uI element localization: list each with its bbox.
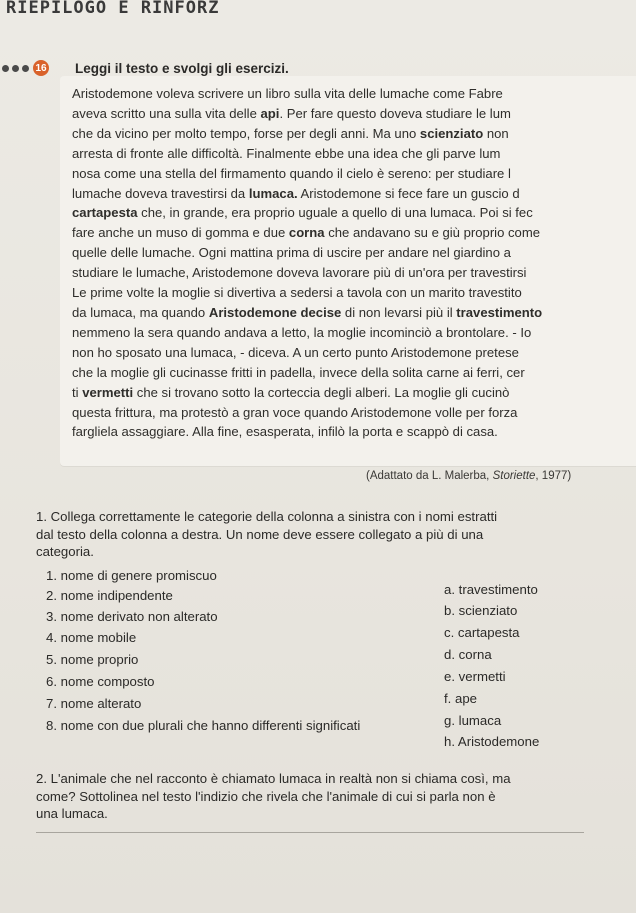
question-2-text: 2. L'animale che nel racconto è chiamato lumaca in realtà non si chiama così, ma come? Sottolinea nel testo l'indizio che rivela che l'animale di cui si parla non è una lumaca. xyxy=(36,771,511,821)
reading-line: quelle delle lumache. Ogni mattina prima di uscire per andare nel giardino a xyxy=(72,245,511,261)
source-title: Storiette xyxy=(492,470,536,482)
name-item[interactable]: d. corna xyxy=(444,647,492,662)
source-citation xyxy=(366,470,571,482)
exercise-header xyxy=(0,60,289,76)
question-1-text: 1. Collega correttamente le categorie della colonna a sinistra con i nomi estratti dal testo della colonna a destra. Un nome deve essere collegato a più di una categoria. xyxy=(36,509,498,559)
name-item[interactable]: c. cartapesta xyxy=(444,625,520,640)
exercise-instruction: Leggi il testo e svolgi gli esercizi. xyxy=(75,60,289,76)
category-item[interactable]: 6. nome composto xyxy=(46,674,155,689)
reading-line: questa frittura, ma protestò a gran voce quando Aristodemone volle per forza xyxy=(72,404,518,420)
reading-line: che la moglie gli cucinasse fritti in padella, invece della solita carne ai ferri, cer xyxy=(72,364,525,380)
source-prefix: (Adattato da L. Malerba, xyxy=(366,470,493,482)
reading-line: cartapesta che, in grande, era proprio uguale a quello di una lumaca. Poi si fec xyxy=(72,205,533,221)
reading-line: lumache doveva travestirsi da lumaca. Aristodemone si fece fare un guscio d xyxy=(72,185,520,201)
category-item[interactable]: 7. nome alterato xyxy=(46,696,142,711)
dot-icon xyxy=(12,65,19,72)
reading-text xyxy=(72,84,636,442)
name-item[interactable]: f. ape xyxy=(444,691,477,706)
section-title: RIEPILOGO E RINFORZ xyxy=(6,0,220,18)
difficulty-dots-icon xyxy=(2,65,29,72)
reading-line: che da vicino per molto tempo, forse per degli anni. Ma uno scienziato non xyxy=(72,125,509,141)
reading-line: da lumaca, ma quando Aristodemone decise di non levarsi più il travestimento xyxy=(72,304,543,320)
category-item[interactable]: 8. nome con due plurali che hanno differenti significati xyxy=(46,718,361,733)
name-item[interactable]: h. Aristodemone xyxy=(444,734,540,749)
source-suffix: , 1977) xyxy=(535,470,572,482)
reading-line: nosa come una stella del firmamento quando il cielo è sereno: per studiare l xyxy=(72,165,511,181)
reading-line: Le prime volte la moglie si divertiva a sedersi a tavola con un marito travestito xyxy=(72,285,522,301)
reading-line: non ho sposato una lumaca, - diceva. A un certo punto Aristodemone pretese xyxy=(72,344,519,360)
category-item[interactable]: 4. nome mobile xyxy=(46,630,137,645)
reading-line: fargliela assaggiare. Alla fine, esasperata, infilò la porta e scappò di casa. xyxy=(72,424,498,440)
dot-icon xyxy=(2,65,9,72)
name-item[interactable]: e. vermetti xyxy=(444,669,506,684)
reading-line: arresta di fronte alle difficoltà. Finalmente ebbe una idea che gli parve lum xyxy=(72,145,501,161)
exercise-number-badge: 16 xyxy=(33,60,49,76)
name-item[interactable]: a. travestimento xyxy=(444,582,538,597)
reading-line: Aristodemone voleva scrivere un libro sulla vita delle lumache come Fabre xyxy=(72,86,503,101)
dot-icon xyxy=(22,65,29,72)
category-item[interactable]: 2. nome indipendente xyxy=(46,588,173,603)
category-item[interactable]: 1. nome di genere promiscuo xyxy=(46,568,217,583)
reading-line: ti vermetti che si trovano sotto la corteccia degli alberi. La moglie gli cucinò xyxy=(72,384,510,400)
reading-line: fare anche un muso di gomma e due corna che andavano su e giù proprio come xyxy=(72,225,541,241)
reading-line: studiare le lumache, Aristodemone doveva lavorare più di un'ora per travestirsi xyxy=(72,265,527,281)
reading-line: nemmeno la sera quando andava a letto, la moglie incominciò a brontolare. - Io xyxy=(72,324,532,340)
category-item[interactable]: 3. nome derivato non alterato xyxy=(46,609,218,624)
name-item[interactable]: g. lumaca xyxy=(444,713,502,728)
reading-line: aveva scritto una sulla vita delle api. Per fare questo doveva studiare le lum xyxy=(72,105,511,121)
name-item[interactable]: b. scienziato xyxy=(444,603,518,618)
answer-line[interactable] xyxy=(36,832,584,833)
reading-text-box xyxy=(60,76,636,466)
category-item[interactable]: 5. nome proprio xyxy=(46,652,139,667)
